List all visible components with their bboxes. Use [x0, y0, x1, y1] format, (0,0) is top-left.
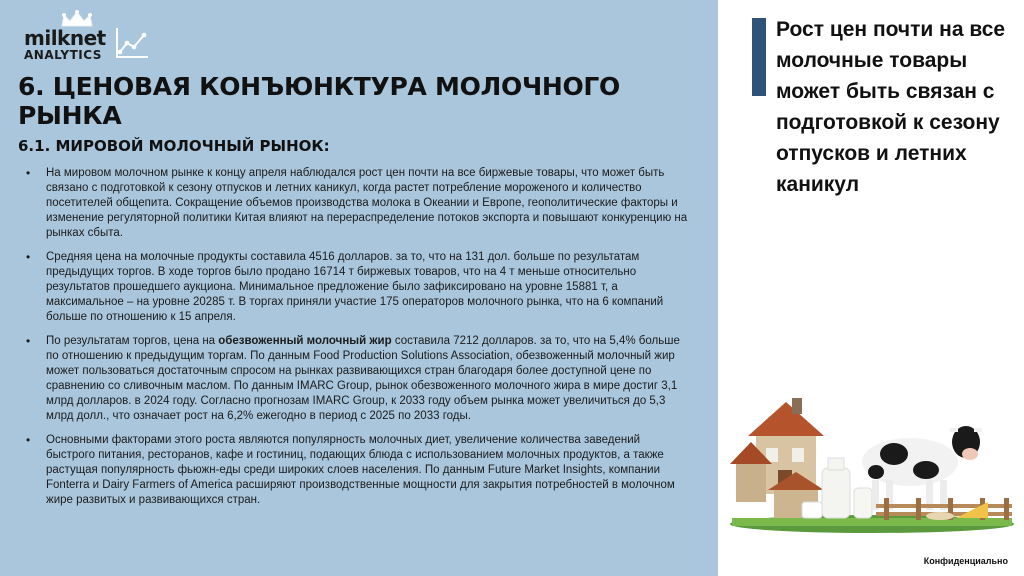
bullet-item — [22, 250, 692, 325]
cow-icon — [862, 426, 982, 510]
logo-wordmark: milknet — [24, 26, 106, 50]
bullet-item — [22, 334, 692, 424]
bullet-text-after: составила 7212 долларов. за то, что на 5,4% больше по отношению к предыдущим торгам. По данным Food Production Solutions Association, обезвоженный молочный жир может пользоваться достаточным спросом на рынках развивающихся стран благодаря более доступной цене по сравнению со сливочным маслом. По данным IMARC Group, рынок обезвоженного молочного жира в мире достиг 3,1 млрд долларов. в 2024 году. Согласно прогнозам IMARC Group, к 2033 году объем рынка может увеличиться до 5,3 млрд долл., что означает рост на 6,2% ежегодно в период с 2025 по 2033 годы. — [46, 335, 680, 422]
page-title: 6. ЦЕНОВАЯ КОНЪЮНКТУРА МОЛОЧНОГО РЫНКА — [18, 72, 621, 130]
bullet-item — [22, 166, 692, 241]
bullet-text: Средняя цена на молочные продукты составила 4516 долларов. за то, что на 131 дол. больше по результатам предыдущих торгов. В ходе торгов было продано 16714 т биржевых товаров, что на 4 т меньше относительно результатов прошедшего аукциона. Минимальное предложение было зафиксировано на уровне 15881 т, а максимальное – на уровне 20285 т. В торгах приняли участие 175 операторов молочного рынка, что на 6 компаний больше по отношению к 15 апреля. — [46, 251, 664, 323]
confidential-label: Конфиденциально — [923, 556, 1008, 566]
logo-subtitle: ANALYTICS — [24, 48, 102, 62]
bullet-list — [22, 166, 692, 517]
callout-text: Рост цен почти на все молочные товары может быть связан с подготовкой к сезону отпусков и летних каникул — [776, 18, 1006, 196]
milknet-logo — [14, 10, 164, 66]
bullet-text-before: По результатам торгов, цена на — [46, 335, 219, 347]
bullet-text: На мировом молочном рынке к концу апреля наблюдался рост цен почти на все биржевые товары, что может быть связано с подготовкой к сезону отпусков и летних каникул, когда растет потребление мороженого и количество посетителей общепита. Сокращение объемов производства молока в Океании и Европе, геополитические факторы и изменение регуляторной политики Китая влияют на перераспределение потоков экспорта и повышают конкуренцию на рынках сбыта. — [46, 167, 688, 239]
farmhouse-icon — [730, 398, 824, 518]
accent-bar — [752, 18, 766, 96]
dairy-farm-illustration — [726, 392, 1018, 538]
section-subtitle: 6.1. МИРОВОЙ МОЛОЧНЫЙ РЫНОК: — [18, 137, 330, 155]
bullet-text: Основными факторами этого роста являются популярность молочных диет, увеличение количества заведений быстрого питания, ресторанов, кафе и гостиниц, подающих блюда с использованием молочных продуктов, а также растущая популярность фьюжн-еды среди широких слоев населения. По данным Future Market Insights, компании Fonterra и Dairy Farmers of America расширяют производственные мощности для закрытия потребностей в молочном жире развитых и развивающихся стран. — [46, 434, 675, 506]
chart-line-icon — [114, 26, 150, 60]
bullet-bold-term: обезвоженный молочный жир — [218, 335, 392, 347]
bullet-item — [22, 433, 692, 508]
